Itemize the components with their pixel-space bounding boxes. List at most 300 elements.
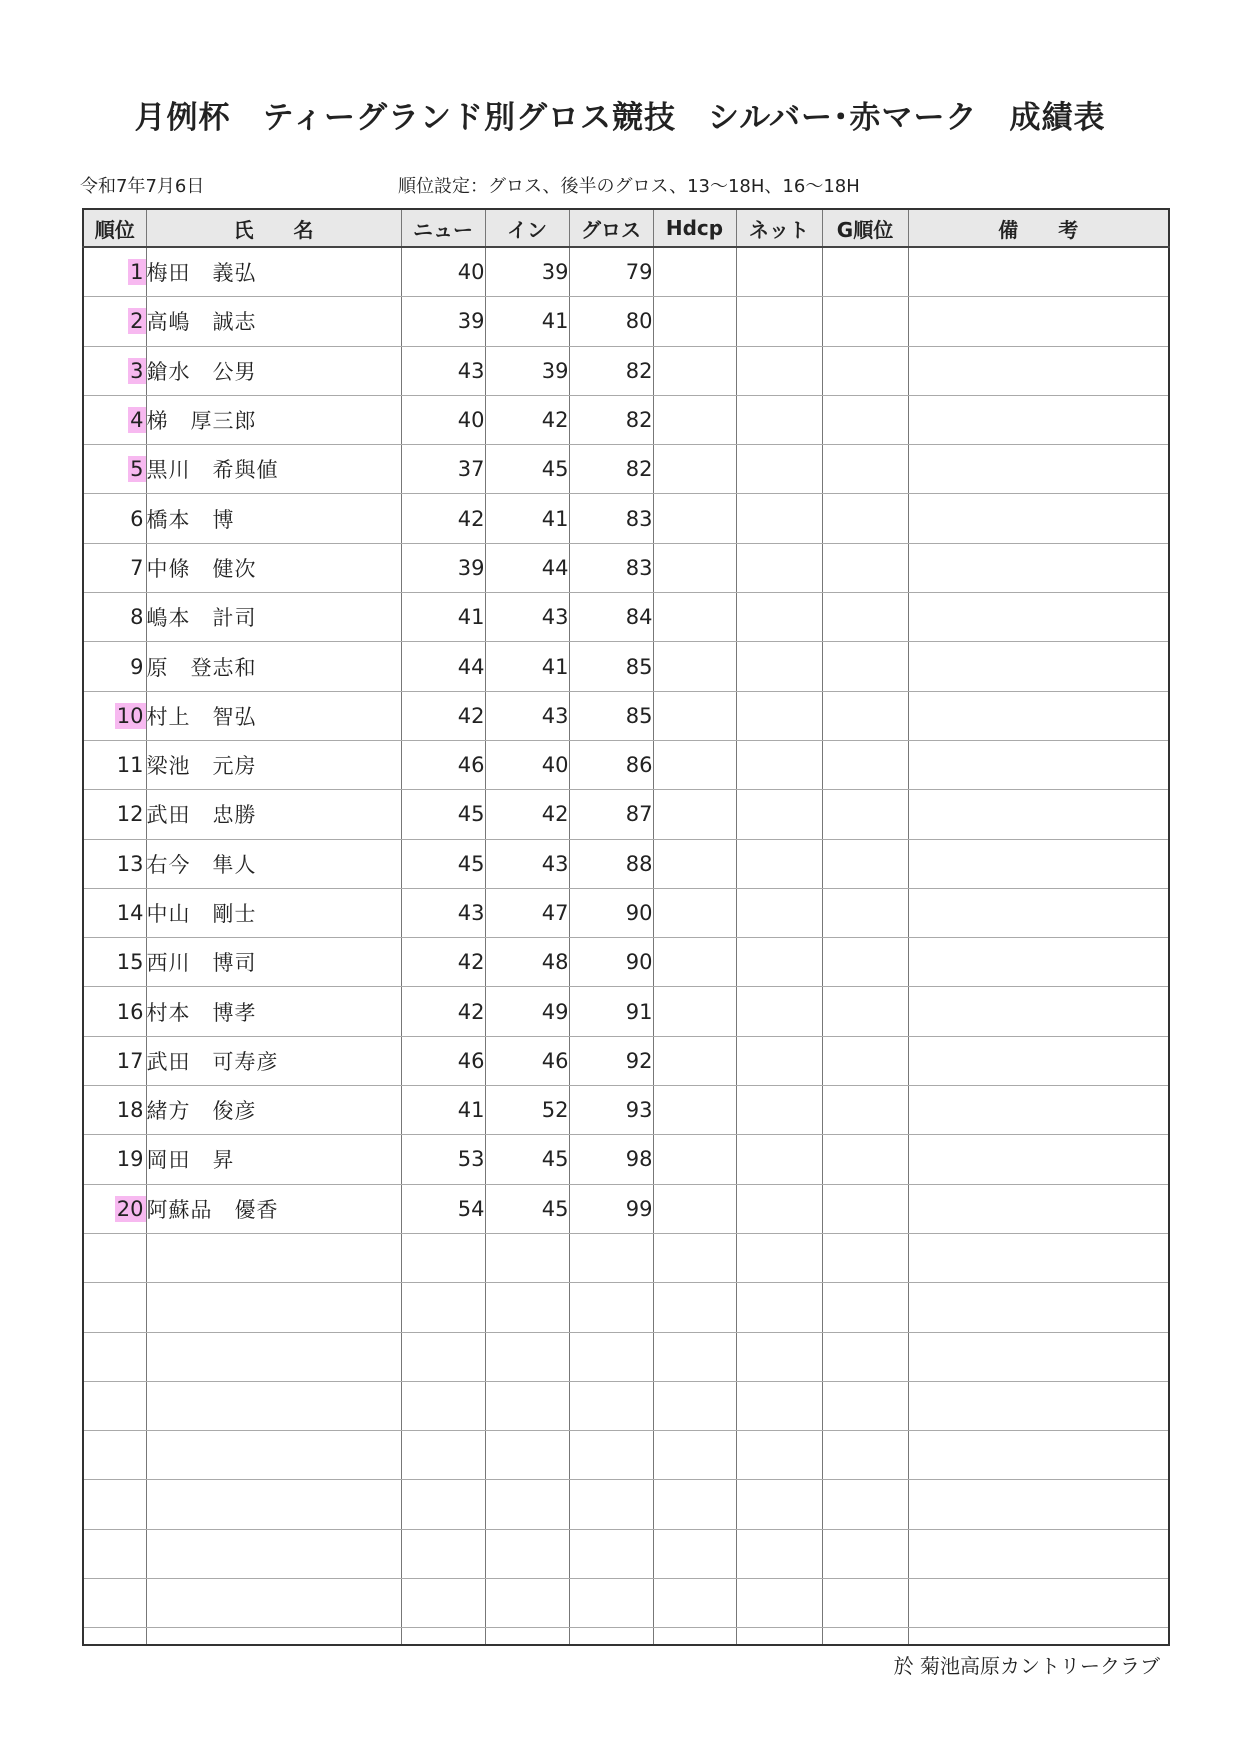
empty-cell [653,1233,736,1282]
empty-cell [401,1480,485,1529]
out-score: 45 [401,839,485,888]
empty-cell [822,1480,908,1529]
empty-cell [908,1529,1169,1578]
table-row [83,839,1169,888]
player-name: 梅田 義弘 [146,247,401,297]
empty-row [83,1579,1169,1628]
rank-value: 5 [130,457,144,482]
header-grank: G順位 [822,209,908,247]
table-row [83,1184,1169,1233]
gross-score: 93 [569,1086,653,1135]
empty-cell [908,1480,1169,1529]
empty-cell [485,1529,569,1578]
empty-cell [569,1233,653,1282]
hdcp-cell [653,445,736,494]
net-cell [736,1184,822,1233]
player-name: 村本 博孝 [146,987,401,1036]
grank-cell [822,740,908,789]
player-name: 緒方 俊彦 [146,1086,401,1135]
rank-value: 2 [130,309,144,334]
in-score: 47 [485,888,569,937]
hdcp-cell [653,247,736,297]
empty-cell [146,1431,401,1480]
out-score: 40 [401,247,485,297]
empty-cell [569,1480,653,1529]
hdcp-cell [653,839,736,888]
remarks-cell [908,494,1169,543]
rank-value: 19 [116,1147,144,1172]
remarks-cell [908,987,1169,1036]
in-score: 43 [485,593,569,642]
rank-cell [83,1184,146,1233]
empty-cell [822,1431,908,1480]
empty-cell [401,1431,485,1480]
empty-cell [401,1233,485,1282]
table-row [83,247,1169,297]
empty-cell [146,1529,401,1578]
out-score: 42 [401,938,485,987]
hdcp-cell [653,1184,736,1233]
net-cell [736,691,822,740]
out-score: 42 [401,987,485,1036]
gross-score: 88 [569,839,653,888]
remarks-cell [908,247,1169,297]
rank-value: 3 [130,358,144,383]
empty-cell [401,1579,485,1628]
hdcp-cell [653,740,736,789]
empty-cell [569,1332,653,1381]
remarks-cell [908,1135,1169,1184]
empty-cell [822,1529,908,1578]
out-score: 41 [401,593,485,642]
empty-cell [822,1579,908,1628]
empty-cell [83,1431,146,1480]
grank-cell [822,938,908,987]
remarks-cell [908,888,1169,937]
empty-cell [822,1283,908,1332]
table-row [83,593,1169,642]
hdcp-cell [653,395,736,444]
player-name: 中山 剛士 [146,888,401,937]
table-row [83,691,1169,740]
table-row [83,395,1169,444]
empty-cell [908,1283,1169,1332]
empty-cell [569,1283,653,1332]
empty-cell [83,1579,146,1628]
remarks-cell [908,740,1169,789]
grank-cell [822,790,908,839]
net-cell [736,642,822,691]
remarks-cell [908,1036,1169,1085]
remarks-cell [908,593,1169,642]
header-gross: グロス [569,209,653,247]
remarks-cell [908,445,1169,494]
table-row [83,1036,1169,1085]
player-name: 武田 可寿彦 [146,1036,401,1085]
empty-cell [653,1628,736,1646]
rank-cell [83,740,146,789]
in-score: 45 [485,1135,569,1184]
hdcp-cell [653,1036,736,1085]
table-row [83,1135,1169,1184]
gross-score: 99 [569,1184,653,1233]
table-row [83,543,1169,592]
in-score: 39 [485,346,569,395]
empty-cell [401,1628,485,1646]
rank-value: 18 [116,1098,144,1123]
in-score: 43 [485,839,569,888]
rank-cell [83,1036,146,1085]
gross-score: 86 [569,740,653,789]
out-score: 40 [401,395,485,444]
net-cell [736,346,822,395]
empty-cell [146,1332,401,1381]
out-score: 39 [401,297,485,346]
out-score: 39 [401,543,485,592]
in-score: 39 [485,247,569,297]
player-name: 村上 智弘 [146,691,401,740]
empty-row [83,1628,1169,1646]
in-score: 41 [485,494,569,543]
player-name: 黒川 希與値 [146,445,401,494]
gross-score: 82 [569,346,653,395]
grank-cell [822,1184,908,1233]
grank-cell [822,1036,908,1085]
gross-score: 84 [569,593,653,642]
empty-cell [736,1381,822,1430]
remarks-cell [908,1086,1169,1135]
hdcp-cell [653,346,736,395]
empty-cell [908,1579,1169,1628]
remarks-cell [908,297,1169,346]
rank-cell [83,987,146,1036]
player-name: 西川 博司 [146,938,401,987]
in-score: 41 [485,297,569,346]
rank-value: 17 [116,1048,144,1073]
remarks-cell [908,346,1169,395]
out-score: 44 [401,642,485,691]
rank-cell [83,938,146,987]
rank-value: 16 [116,999,144,1024]
hdcp-cell [653,790,736,839]
remarks-cell [908,642,1169,691]
net-cell [736,494,822,543]
hdcp-cell [653,543,736,592]
remarks-cell [908,691,1169,740]
player-name: 右今 隼人 [146,839,401,888]
competition-date: 令和7年7月6日 [80,176,205,197]
player-name: 岡田 昇 [146,1135,401,1184]
header-name: 氏 名 [146,209,401,247]
in-score: 52 [485,1086,569,1135]
gross-score: 98 [569,1135,653,1184]
player-name: 武田 忠勝 [146,790,401,839]
gross-score: 83 [569,494,653,543]
rank-cell [83,1086,146,1135]
out-score: 42 [401,494,485,543]
gross-score: 92 [569,1036,653,1085]
out-score: 53 [401,1135,485,1184]
empty-cell [736,1529,822,1578]
empty-cell [653,1579,736,1628]
player-name: 嶋本 計司 [146,593,401,642]
rank-cell [83,691,146,740]
empty-cell [83,1332,146,1381]
table-row [83,987,1169,1036]
empty-cell [736,1283,822,1332]
remarks-cell [908,790,1169,839]
gross-score: 87 [569,790,653,839]
in-score: 40 [485,740,569,789]
page-title: 月例杯 ティーグランド別グロス競技 シルバー･赤マーク 成績表 [134,100,1106,136]
table-header-row [83,209,1169,247]
out-score: 41 [401,1086,485,1135]
remarks-cell [908,839,1169,888]
rank-value: 4 [130,408,144,433]
venue-footer: 於 菊池高原カントリークラブ [893,1654,1160,1678]
gross-score: 85 [569,691,653,740]
net-cell [736,790,822,839]
player-name: 梯 厚三郎 [146,395,401,444]
rank-cell [83,888,146,937]
grank-cell [822,642,908,691]
empty-cell [401,1381,485,1430]
empty-cell [83,1381,146,1430]
in-score: 43 [485,691,569,740]
table-row [83,445,1169,494]
net-cell [736,888,822,937]
header-hdcp: Hdcp [653,209,736,247]
net-cell [736,987,822,1036]
empty-cell [485,1233,569,1282]
rank-value: 6 [130,506,144,531]
empty-cell [485,1480,569,1529]
hdcp-cell [653,691,736,740]
empty-cell [822,1233,908,1282]
empty-cell [908,1381,1169,1430]
rank-value: 20 [116,1196,144,1221]
remarks-cell [908,938,1169,987]
table-row [83,494,1169,543]
remarks-cell [908,1184,1169,1233]
empty-row [83,1381,1169,1430]
empty-cell [653,1529,736,1578]
remarks-cell [908,543,1169,592]
empty-cell [569,1431,653,1480]
rank-cell [83,790,146,839]
empty-row [83,1480,1169,1529]
empty-cell [653,1381,736,1430]
empty-cell [146,1628,401,1646]
grank-cell [822,297,908,346]
rank-cell [83,642,146,691]
hdcp-cell [653,1086,736,1135]
in-score: 45 [485,445,569,494]
gross-score: 85 [569,642,653,691]
empty-cell [908,1332,1169,1381]
player-name: 中條 健次 [146,543,401,592]
gross-score: 82 [569,445,653,494]
header-remarks: 備 考 [908,209,1169,247]
hdcp-cell [653,297,736,346]
table-row [83,740,1169,789]
table-row [83,790,1169,839]
hdcp-cell [653,888,736,937]
grank-cell [822,494,908,543]
empty-cell [146,1233,401,1282]
net-cell [736,740,822,789]
remarks-cell [908,395,1169,444]
player-name: 原 登志和 [146,642,401,691]
out-score: 43 [401,888,485,937]
gross-score: 79 [569,247,653,297]
in-score: 46 [485,1036,569,1085]
out-score: 46 [401,1036,485,1085]
hdcp-cell [653,593,736,642]
empty-cell [401,1283,485,1332]
rank-cell [83,297,146,346]
hdcp-cell [653,494,736,543]
grank-cell [822,691,908,740]
empty-cell [83,1233,146,1282]
empty-cell [485,1332,569,1381]
player-name: 阿蘇品 優香 [146,1184,401,1233]
empty-cell [485,1283,569,1332]
ranking-setting: 順位設定：グロス、後半のグロス、13～18H、16～18H [398,176,860,197]
player-name: 高嶋 誠志 [146,297,401,346]
empty-cell [485,1628,569,1646]
empty-cell [146,1381,401,1430]
net-cell [736,1036,822,1085]
empty-cell [736,1480,822,1529]
rank-cell [83,543,146,592]
grank-cell [822,987,908,1036]
grank-cell [822,247,908,297]
rank-cell [83,839,146,888]
rank-value: 14 [116,901,144,925]
net-cell [736,839,822,888]
in-score: 42 [485,790,569,839]
results-body [83,247,1169,1645]
table-row [83,1086,1169,1135]
net-cell [736,543,822,592]
out-score: 45 [401,790,485,839]
net-cell [736,247,822,297]
gross-score: 90 [569,938,653,987]
empty-cell [485,1381,569,1430]
grank-cell [822,888,908,937]
empty-cell [569,1529,653,1578]
empty-cell [908,1431,1169,1480]
empty-cell [653,1480,736,1529]
empty-cell [736,1332,822,1381]
out-score: 46 [401,740,485,789]
results-table [82,208,1170,1646]
rank-cell [83,247,146,297]
empty-cell [822,1381,908,1430]
net-cell [736,593,822,642]
net-cell [736,395,822,444]
rank-value: 15 [116,950,144,975]
empty-cell [83,1628,146,1646]
empty-cell [908,1233,1169,1282]
out-score: 42 [401,691,485,740]
grank-cell [822,1135,908,1184]
net-cell [736,938,822,987]
gross-score: 82 [569,395,653,444]
rank-value: 12 [116,802,144,827]
empty-cell [569,1628,653,1646]
rank-cell [83,395,146,444]
empty-cell [569,1579,653,1628]
rank-value: 7 [130,555,144,580]
gross-score: 90 [569,888,653,937]
gross-score: 91 [569,987,653,1036]
in-score: 44 [485,543,569,592]
rank-value: 10 [116,703,144,728]
empty-cell [83,1480,146,1529]
rank-value: 9 [130,654,144,679]
empty-row [83,1529,1169,1578]
empty-cell [401,1529,485,1578]
empty-cell [653,1283,736,1332]
empty-cell [736,1579,822,1628]
out-score: 43 [401,346,485,395]
grank-cell [822,395,908,444]
grank-cell [822,543,908,592]
gross-score: 83 [569,543,653,592]
empty-cell [146,1480,401,1529]
in-score: 45 [485,1184,569,1233]
empty-cell [822,1332,908,1381]
empty-cell [822,1628,908,1646]
empty-cell [569,1381,653,1430]
rank-cell [83,346,146,395]
empty-cell [485,1579,569,1628]
empty-cell [908,1628,1169,1646]
header-rank: 順位 [83,209,146,247]
rank-cell [83,593,146,642]
rank-cell [83,494,146,543]
empty-cell [653,1332,736,1381]
in-score: 49 [485,987,569,1036]
empty-row [83,1233,1169,1282]
grank-cell [822,839,908,888]
player-name: 梁池 元房 [146,740,401,789]
out-score: 54 [401,1184,485,1233]
empty-cell [146,1283,401,1332]
rank-cell [83,1135,146,1184]
rank-cell [83,445,146,494]
rank-value: 1 [130,260,144,285]
header-net: ネット [736,209,822,247]
grank-cell [822,445,908,494]
net-cell [736,445,822,494]
empty-cell [653,1431,736,1480]
out-score: 37 [401,445,485,494]
table-row [83,346,1169,395]
in-score: 41 [485,642,569,691]
header-in: イン [485,209,569,247]
empty-cell [736,1233,822,1282]
empty-cell [401,1332,485,1381]
rank-value: 8 [130,605,144,630]
hdcp-cell [653,642,736,691]
player-name: 橋本 博 [146,494,401,543]
rank-value: 13 [116,851,144,876]
empty-cell [736,1628,822,1646]
in-score: 42 [485,395,569,444]
